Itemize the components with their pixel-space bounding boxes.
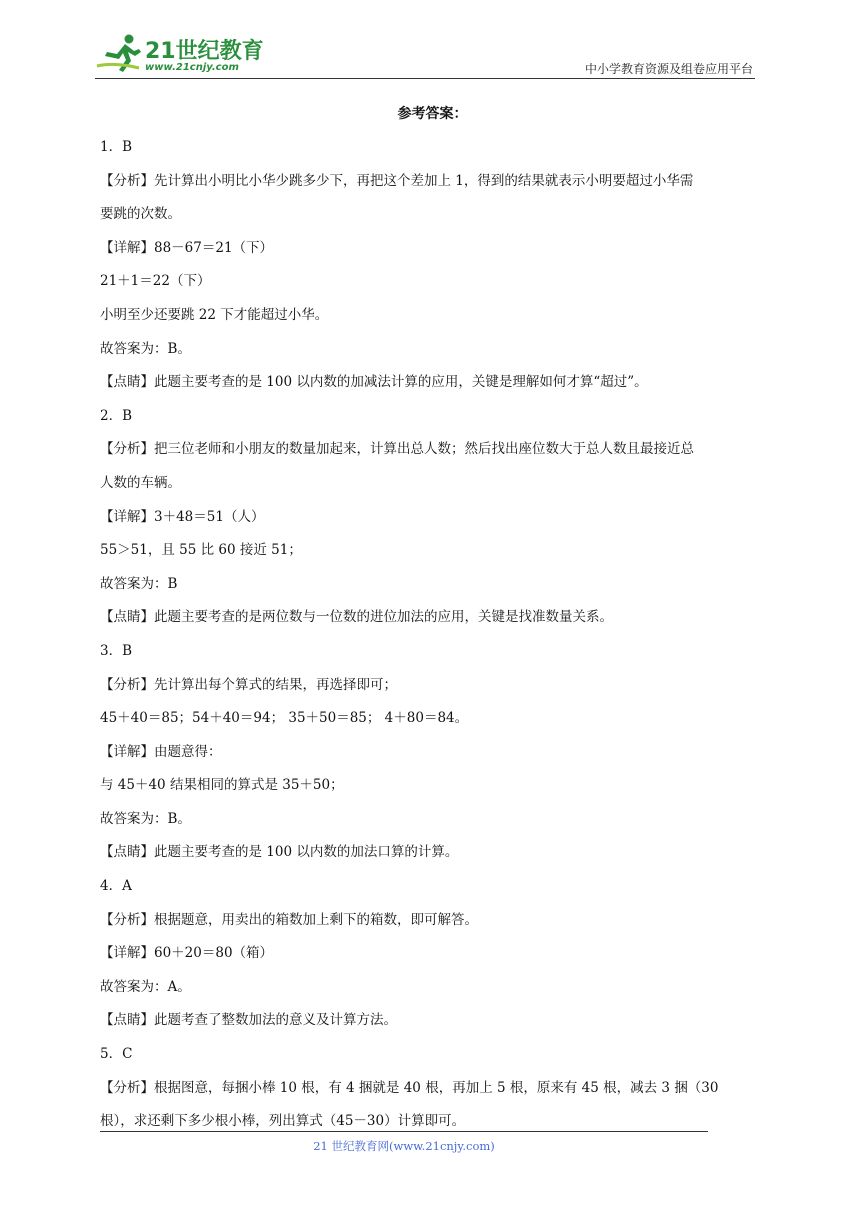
answer-line: 【点睛】此题考查了整数加法的意义及计算方法。 — [100, 1012, 397, 1029]
answer-line: 4．A — [100, 878, 132, 895]
answer-line: 故答案为：B。 — [100, 810, 191, 827]
answer-content — [100, 97, 765, 1139]
answer-line: 【详解】60＋20＝80（箱） — [100, 945, 274, 962]
answer-line: 45＋40＝85；54＋40＝94； 35＋50＝85； 4＋80＝84。 — [100, 710, 469, 727]
answer-line: 人数的车辆。 — [100, 474, 181, 491]
answer-line: 故答案为：A。 — [100, 978, 191, 995]
answer-line: 2．B — [100, 407, 133, 424]
brand-url: www.21cnjy.com — [145, 62, 239, 73]
answer-line: 与 45＋40 结果相同的算式是 35＋50； — [100, 777, 344, 794]
runner-icon — [95, 32, 145, 76]
answer-line: 根），求还剩下多少根小棒，列出算式（45－30）计算即可。 — [100, 1113, 466, 1130]
answer-line: 21＋1＝22（下） — [100, 273, 211, 290]
answer-line: 【详解】88－67＝21（下） — [100, 239, 274, 256]
answer-line: 【点睛】此题主要考查的是 100 以内数的加法口算的计算。 — [100, 844, 459, 861]
answer-line: 【点睛】此题主要考查的是两位数与一位数的进位加法的应用，关键是找准数量关系。 — [100, 609, 613, 626]
answer-line: 【分析】把三位老师和小朋友的数量加起来，计算出总人数；然后找出座位数大于总人数且最接近总 — [100, 441, 694, 458]
footer-divider — [100, 1131, 708, 1132]
answer-line: 小明至少还要跳 22 下才能超过小华。 — [100, 306, 329, 323]
answer-line: 要跳的次数。 — [100, 206, 181, 223]
platform-label: 中小学教育资源及组卷应用平台 — [584, 62, 753, 76]
answer-line: 【分析】先计算出每个算式的结果，再选择即可； — [100, 676, 397, 693]
page-title: 参考答案： — [397, 106, 468, 122]
answer-line: 【分析】根据题意，用卖出的箱数加上剩下的箱数，即可解答。 — [100, 911, 478, 928]
answer-line: 5．C — [100, 1046, 133, 1063]
footer-link[interactable]: 21 世纪教育网(www.21cnjy.com) — [313, 1139, 495, 1153]
answer-line: 【详解】由题意得： — [100, 743, 222, 760]
brand-logo — [95, 32, 265, 76]
answer-line: 【分析】先计算出小明比小华少跳多少下，再把这个差加上 1，得到的结果就表示小明要超过小华需 — [100, 172, 694, 189]
answer-line: 【点睛】此题主要考查的是 100 以内数的加减法计算的应用，关键是理解如何才算“超过”。 — [100, 374, 648, 391]
page-header — [95, 30, 755, 78]
answer-line: 1．B — [100, 139, 133, 155]
answer-line: 【详解】3＋48＝51（人） — [100, 508, 265, 525]
brand-name: 21世纪教育 — [145, 39, 264, 64]
answer-line: 55＞51，且 55 比 60 接近 51； — [100, 542, 302, 559]
answer-line: 3．B — [100, 642, 133, 659]
answer-line: 故答案为：B。 — [100, 340, 191, 357]
header-divider — [95, 78, 755, 79]
answer-line: 【分析】根据图意，每捆小棒 10 根，有 4 捆就是 40 根，再加上 5 根，原来有 45 根，减去 3 捆（30 — [100, 1079, 719, 1096]
answer-lines — [100, 131, 765, 1139]
answer-line: 故答案为：B — [100, 575, 178, 592]
